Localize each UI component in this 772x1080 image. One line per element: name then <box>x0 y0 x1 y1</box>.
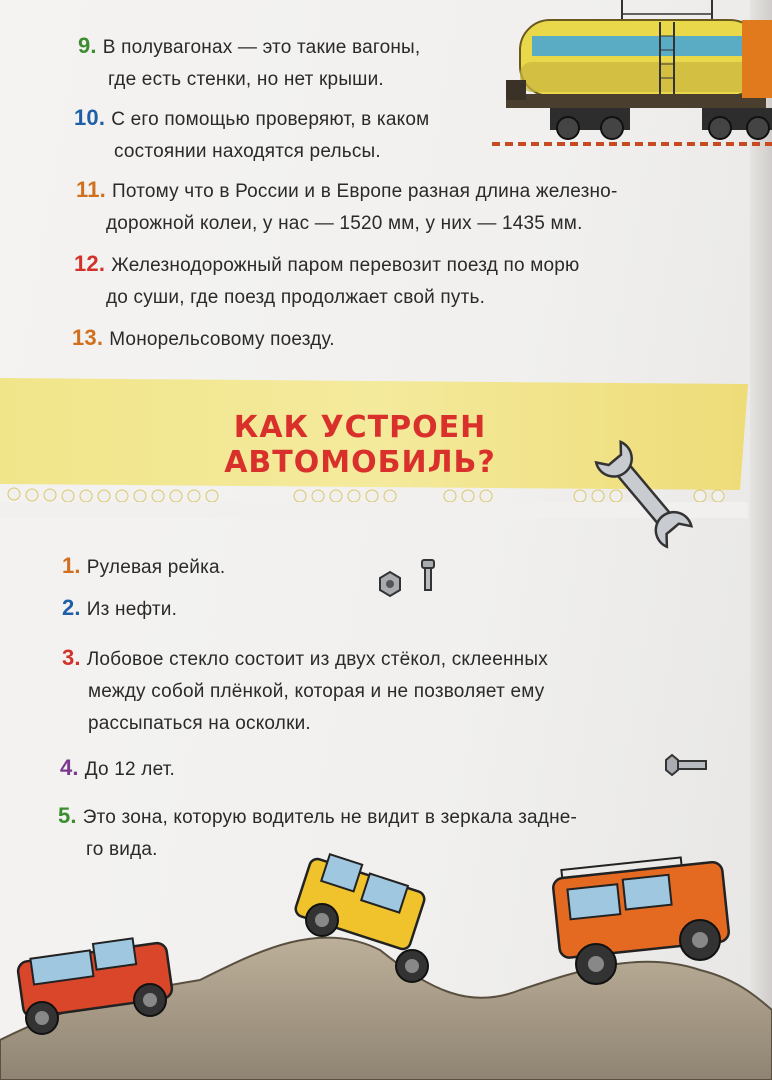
answer-number: 9. <box>78 33 97 58</box>
answer-number: 12. <box>74 251 106 276</box>
answer-line: между собой плёнкой, которая и не позволяет ему <box>88 681 545 702</box>
car-answer-2 <box>62 592 177 626</box>
answer-line: дорожной колеи, у нас — 1520 мм, у них — 1435 мм. <box>106 213 583 234</box>
answer-line: до суши, где поезд продолжает свой путь. <box>106 287 486 308</box>
answer-number: 11. <box>76 177 106 202</box>
answer-line: го вида. <box>86 839 158 860</box>
answer-line: Потому что в России и в Европе разная длина железно- <box>111 181 618 202</box>
section-title: КАК УСТРОЕН АВТОМОБИЛЬ? <box>224 410 496 480</box>
answer-9 <box>78 30 420 96</box>
answer-number: 2. <box>62 595 81 620</box>
answer-line: Лобовое стекло состоит из двух стёкол, склеенных <box>86 649 548 670</box>
answer-13 <box>72 322 335 356</box>
answer-number: 10. <box>74 105 106 130</box>
answer-line: До 12 лет. <box>84 759 175 780</box>
answer-line: С его помощью проверяют, в каком <box>111 109 430 130</box>
answer-line: Это зона, которую водитель не видит в зеркала задне- <box>82 807 578 828</box>
answer-number: 4. <box>60 755 79 780</box>
answer-12 <box>74 248 674 314</box>
answer-number: 3. <box>62 645 81 670</box>
bolt-and-nut-icon <box>374 556 444 606</box>
wrench-icon <box>588 430 698 560</box>
answer-11 <box>76 174 676 240</box>
car-answer-4 <box>60 752 175 786</box>
answer-line: Рулевая рейка. <box>86 557 226 578</box>
answer-line: Из нефти. <box>86 599 178 620</box>
answer-line: Монорельсовому поезду. <box>109 329 335 350</box>
answer-line: рассыпаться на осколки. <box>88 713 311 734</box>
answer-line: где есть стенки, но нет крыши. <box>108 69 384 90</box>
tank-wagon-illustration <box>492 0 772 170</box>
answer-number: 5. <box>58 803 77 828</box>
answer-number: 13. <box>72 325 104 350</box>
answer-line: состоянии находятся рельсы. <box>114 141 381 162</box>
bolt-icon <box>664 752 710 778</box>
cars-on-hills-illustration <box>0 840 772 1080</box>
answer-line: В полувагонах — это такие вагоны, <box>102 37 421 58</box>
answer-line: Железнодорожный паром перевозит поезд по морю <box>111 255 580 276</box>
answer-10 <box>74 102 429 168</box>
car-answer-3 <box>62 642 676 740</box>
car-answer-1 <box>62 550 225 584</box>
answer-number: 1. <box>62 553 81 578</box>
